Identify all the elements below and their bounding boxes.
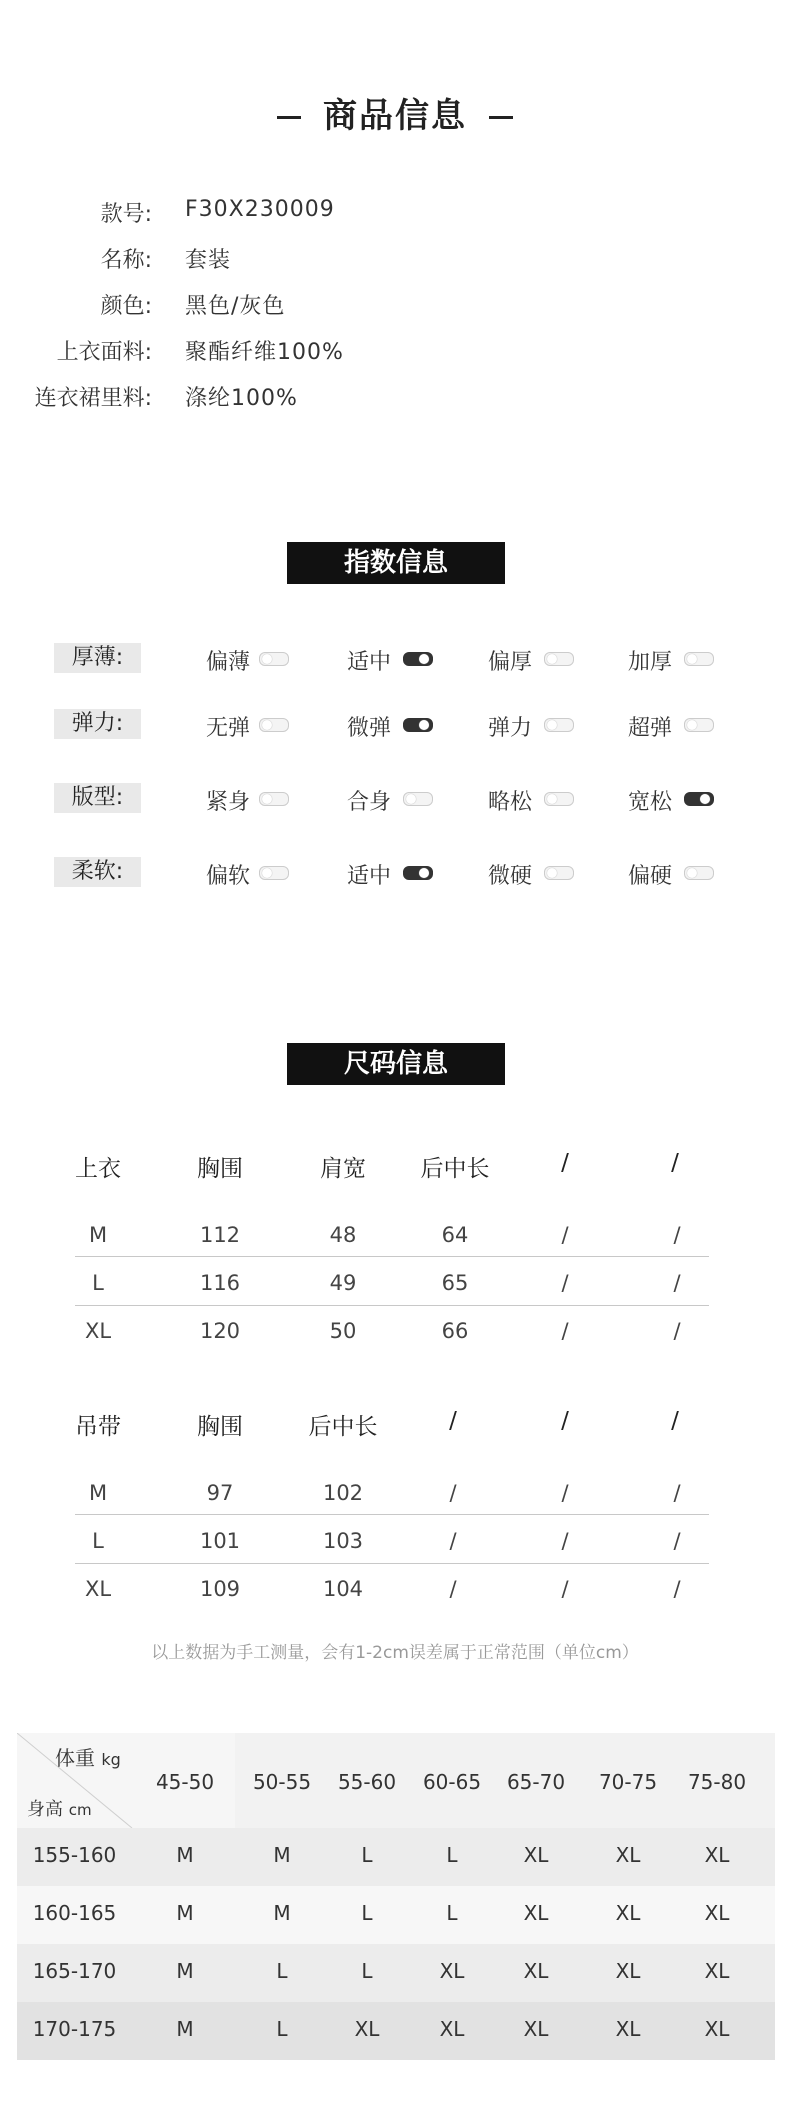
table1-header-2: 肩宽 bbox=[320, 1156, 366, 1182]
index-label-elasticity: 弹力: bbox=[54, 709, 141, 739]
wh-weight-header: 45-50 bbox=[155, 1770, 215, 1794]
option-moderate: 适中 bbox=[347, 864, 392, 889]
option-loose: 宽松 bbox=[628, 790, 673, 815]
table2-header-3: / bbox=[449, 1408, 457, 1434]
wh-size-cell: L bbox=[276, 2017, 288, 2041]
toggle-loose[interactable] bbox=[684, 792, 714, 806]
table-divider bbox=[75, 1563, 709, 1564]
table2-cell: 97 bbox=[206, 1481, 234, 1505]
index-label-softness: 柔软: bbox=[54, 857, 141, 887]
wh-size-cell: L bbox=[446, 1901, 458, 1925]
option-tight: 紧身 bbox=[206, 790, 251, 815]
wh-weight-header: 70-75 bbox=[598, 1770, 658, 1794]
table1-cell: L bbox=[92, 1271, 104, 1295]
wh-size-cell: L bbox=[361, 1901, 373, 1925]
table2-cell: XL bbox=[84, 1577, 112, 1601]
info-value-style-no: F30X230009 bbox=[185, 197, 335, 222]
wh-height-label: 170-175 bbox=[32, 2017, 117, 2041]
title-dash-left bbox=[277, 116, 301, 119]
info-value-top-fabric: 聚酯纤维100% bbox=[185, 340, 344, 365]
info-value-dress-lining: 涤纶100% bbox=[185, 386, 298, 411]
index-label-thickness: 厚薄: bbox=[54, 643, 141, 673]
table1-cell: 48 bbox=[329, 1223, 357, 1247]
toggle-hard[interactable] bbox=[684, 866, 714, 880]
option-stretch: 弹力 bbox=[488, 716, 533, 741]
option-fitted: 合身 bbox=[347, 790, 392, 815]
table1-cell: 64 bbox=[441, 1223, 469, 1247]
table2-cell: / bbox=[449, 1577, 457, 1601]
table1-cell: XL bbox=[84, 1319, 112, 1343]
table2-cell: 102 bbox=[322, 1481, 364, 1505]
table1-cell: 65 bbox=[441, 1271, 469, 1295]
table2-header-4: / bbox=[561, 1408, 569, 1434]
wh-size-cell: L bbox=[446, 1843, 458, 1867]
toggle-moderate[interactable] bbox=[403, 866, 433, 880]
option-soft: 偏软 bbox=[206, 864, 251, 889]
wh-size-cell: XL bbox=[615, 2017, 641, 2041]
table1-cell: 120 bbox=[199, 1319, 241, 1343]
table2-cell: L bbox=[92, 1529, 104, 1553]
table2-cell: 109 bbox=[199, 1577, 241, 1601]
wh-size-cell: M bbox=[176, 2017, 194, 2041]
index-info-title: 指数信息 bbox=[287, 542, 505, 584]
toggle-soft[interactable] bbox=[259, 866, 289, 880]
wh-weight-header: 55-60 bbox=[337, 1770, 397, 1794]
wh-size-cell: M bbox=[176, 1843, 194, 1867]
wh-size-cell: XL bbox=[615, 1901, 641, 1925]
table1-header-3: 后中长 bbox=[420, 1156, 490, 1182]
table2-cell: 104 bbox=[322, 1577, 364, 1601]
info-label-color: 颜色: bbox=[100, 294, 152, 319]
table2-cell: 101 bbox=[199, 1529, 241, 1553]
table1-cell: 112 bbox=[199, 1223, 241, 1247]
product-info-title-text: 商品信息 bbox=[323, 96, 467, 136]
wh-corner-weight-label: 体重 bbox=[55, 1746, 95, 1770]
wh-corner-height bbox=[27, 1795, 92, 1821]
info-label-top-fabric: 上衣面料: bbox=[56, 340, 152, 365]
wh-corner-height-label: 身高 bbox=[27, 1799, 63, 1820]
table1-cell: / bbox=[673, 1319, 681, 1343]
table2-header-2: 后中长 bbox=[308, 1414, 378, 1440]
toggle-thin[interactable] bbox=[259, 652, 289, 666]
wh-size-cell: XL bbox=[354, 2017, 380, 2041]
table2-cell: / bbox=[449, 1481, 457, 1505]
wh-size-cell: XL bbox=[615, 1843, 641, 1867]
wh-size-cell: L bbox=[361, 1843, 373, 1867]
table1-header-0: 上衣 bbox=[75, 1156, 121, 1182]
toggle-thick[interactable] bbox=[544, 652, 574, 666]
option-extra-thick: 加厚 bbox=[628, 650, 673, 675]
title-dash-right bbox=[489, 116, 513, 119]
option-medium: 适中 bbox=[347, 650, 392, 675]
info-label-dress-lining: 连衣裙里料: bbox=[34, 386, 152, 411]
wh-height-label: 155-160 bbox=[32, 1843, 117, 1867]
table2-cell: 103 bbox=[322, 1529, 364, 1553]
wh-size-cell: XL bbox=[704, 2017, 730, 2041]
table1-cell: 116 bbox=[199, 1271, 241, 1295]
wh-size-cell: XL bbox=[704, 1901, 730, 1925]
measurement-note: 以上数据为手工测量，会有1-2cm误差属于正常范围（单位cm） bbox=[151, 1643, 639, 1663]
table2-cell: / bbox=[561, 1577, 569, 1601]
wh-weight-header: 60-65 bbox=[422, 1770, 482, 1794]
wh-weight-header: 75-80 bbox=[687, 1770, 747, 1794]
option-no-stretch: 无弹 bbox=[206, 716, 251, 741]
index-label-fit: 版型: bbox=[54, 783, 141, 813]
wh-weight-header: 65-70 bbox=[506, 1770, 566, 1794]
wh-size-cell: XL bbox=[704, 1959, 730, 1983]
table1-cell: / bbox=[561, 1319, 569, 1343]
table1-cell: 50 bbox=[329, 1319, 357, 1343]
wh-size-cell: M bbox=[176, 1959, 194, 1983]
table1-cell: / bbox=[561, 1271, 569, 1295]
toggle-fitted[interactable] bbox=[403, 792, 433, 806]
wh-size-cell: XL bbox=[615, 1959, 641, 1983]
wh-size-cell: L bbox=[276, 1959, 288, 1983]
info-label-style-no: 款号: bbox=[100, 202, 152, 227]
wh-size-cell: XL bbox=[523, 1959, 549, 1983]
table2-header-1: 胸围 bbox=[197, 1414, 243, 1440]
product-info-title bbox=[0, 88, 790, 137]
option-super-stretch: 超弹 bbox=[628, 716, 673, 741]
table2-cell: M bbox=[88, 1481, 108, 1505]
option-hard: 偏硬 bbox=[628, 864, 673, 889]
info-label-name: 名称: bbox=[100, 248, 152, 273]
option-slight-stretch: 微弹 bbox=[347, 716, 392, 741]
table1-header-4: / bbox=[561, 1150, 569, 1176]
table1-cell: 49 bbox=[329, 1271, 357, 1295]
table2-header-5: / bbox=[671, 1408, 679, 1434]
wh-height-label: 160-165 bbox=[32, 1901, 117, 1925]
wh-size-cell: XL bbox=[439, 1959, 465, 1983]
option-thin: 偏薄 bbox=[206, 650, 251, 675]
toggle-stretch[interactable] bbox=[544, 718, 574, 732]
wh-size-cell: M bbox=[273, 1901, 291, 1925]
option-slightly-hard: 微硬 bbox=[488, 864, 533, 889]
wh-size-cell: XL bbox=[523, 1843, 549, 1867]
table1-cell: / bbox=[561, 1223, 569, 1247]
wh-size-cell: XL bbox=[523, 1901, 549, 1925]
wh-corner-weight-unit: kg bbox=[101, 1750, 121, 1769]
table-divider bbox=[75, 1256, 709, 1257]
table2-cell: / bbox=[673, 1529, 681, 1553]
info-value-name: 套装 bbox=[185, 248, 232, 273]
table1-cell: M bbox=[88, 1223, 108, 1247]
toggle-tight[interactable] bbox=[259, 792, 289, 806]
toggle-slightly-loose[interactable] bbox=[544, 792, 574, 806]
wh-size-cell: M bbox=[176, 1901, 194, 1925]
toggle-super-stretch[interactable] bbox=[684, 718, 714, 732]
toggle-medium[interactable] bbox=[403, 652, 433, 666]
toggle-no-stretch[interactable] bbox=[259, 718, 289, 732]
option-slightly-loose: 略松 bbox=[488, 790, 533, 815]
wh-size-cell: XL bbox=[439, 2017, 465, 2041]
table2-cell: / bbox=[561, 1529, 569, 1553]
table2-cell: / bbox=[561, 1481, 569, 1505]
size-info-title: 尺码信息 bbox=[287, 1043, 505, 1085]
wh-size-cell: L bbox=[361, 1959, 373, 1983]
wh-size-cell: XL bbox=[704, 1843, 730, 1867]
table1-header-1: 胸围 bbox=[197, 1156, 243, 1182]
table-divider bbox=[75, 1514, 709, 1515]
table-divider bbox=[75, 1305, 709, 1306]
table1-cell: / bbox=[673, 1223, 681, 1247]
table1-cell: 66 bbox=[441, 1319, 469, 1343]
table2-cell: / bbox=[673, 1577, 681, 1601]
table2-header-0: 吊带 bbox=[75, 1414, 121, 1440]
table1-cell: / bbox=[673, 1271, 681, 1295]
wh-corner-height-unit: cm bbox=[68, 1801, 92, 1819]
option-thick: 偏厚 bbox=[488, 650, 533, 675]
wh-height-label: 165-170 bbox=[32, 1959, 117, 1983]
wh-corner-weight bbox=[55, 1742, 121, 1771]
toggle-slight-stretch[interactable] bbox=[403, 718, 433, 732]
toggle-slightly-hard[interactable] bbox=[544, 866, 574, 880]
info-value-color: 黑色/灰色 bbox=[185, 294, 286, 319]
table2-cell: / bbox=[673, 1481, 681, 1505]
toggle-extra-thick[interactable] bbox=[684, 652, 714, 666]
wh-size-cell: M bbox=[273, 1843, 291, 1867]
wh-weight-header: 50-55 bbox=[252, 1770, 312, 1794]
table2-cell: / bbox=[449, 1529, 457, 1553]
table1-header-5: / bbox=[671, 1150, 679, 1176]
wh-size-cell: XL bbox=[523, 2017, 549, 2041]
